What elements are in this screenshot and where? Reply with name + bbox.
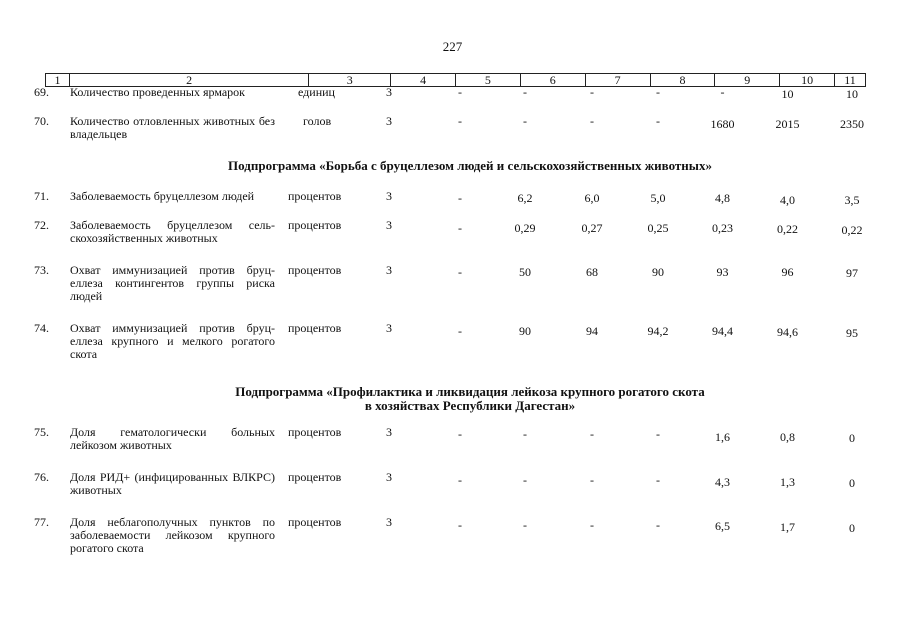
- header-col-2: 2: [70, 74, 309, 86]
- col-7-value: -: [590, 114, 594, 128]
- col-11-value: 97: [846, 266, 858, 280]
- col-8-value: -: [656, 518, 660, 532]
- col-8-value: 94,2: [647, 324, 669, 338]
- col-7-value: -: [590, 427, 594, 441]
- col-4-value: 3: [386, 218, 392, 232]
- unit: процентов: [288, 263, 342, 277]
- col-10-value: 94,6: [777, 325, 798, 339]
- section-heading-leukosis-line1: Подпрограмма «Профилактика и ликвидация лейкоза крупного рогатого скота: [235, 384, 705, 399]
- unit: процентов: [288, 189, 342, 203]
- header-col-7: 7: [586, 74, 651, 86]
- unit: процентов: [288, 321, 342, 335]
- unit: процентов: [288, 470, 342, 484]
- col-6-value: -: [523, 114, 527, 128]
- row-number: 75.: [34, 425, 49, 439]
- row-number: 74.: [34, 321, 49, 335]
- indicator-name: Количество проведенных ярмарок: [70, 85, 246, 99]
- col-8-value: -: [656, 85, 660, 99]
- section-heading-brucellosis: Подпрограмма «Борьба с бруцеллезом людей и сельскохозяйственных животных»: [228, 158, 712, 173]
- col-8-value: -: [656, 473, 660, 487]
- col-8-value: -: [656, 114, 660, 128]
- row-number: 77.: [34, 515, 49, 529]
- row-number: 73.: [34, 263, 49, 277]
- col-5-value: -: [458, 518, 462, 532]
- unit: единиц: [298, 85, 335, 99]
- col-6-value: -: [523, 85, 527, 99]
- unit: процентов: [288, 515, 342, 529]
- indicator-name: Заболеваемость бруцеллезом людей: [70, 189, 255, 203]
- col-7-value: 68: [586, 265, 598, 279]
- col-5-value: -: [458, 85, 462, 99]
- col-10-value: 0,8: [780, 430, 795, 444]
- col-11-value: 0: [849, 521, 855, 535]
- row-number: 72.: [34, 218, 49, 232]
- col-5-value: -: [458, 473, 462, 487]
- header-col-1: 1: [46, 74, 70, 86]
- col-10-value: 2015: [775, 117, 800, 131]
- row-number: 69.: [34, 85, 49, 99]
- col-7-value: -: [590, 518, 594, 532]
- indicator-name: Доля РИД+ (инфицированных ВЛКРС) животных: [70, 470, 275, 497]
- col-11-value: 95: [846, 326, 858, 340]
- col-9-value: 1,6: [715, 430, 730, 444]
- col-4-value: 3: [386, 515, 392, 529]
- col-5-value: -: [458, 265, 462, 279]
- col-11-value: 3,5: [844, 193, 860, 207]
- section-heading-leukosis-line2: в хозяйствах Республики Дагестан»: [364, 398, 576, 413]
- header-col-11: 11: [844, 73, 856, 87]
- col-6-value: 6,2: [517, 191, 533, 205]
- col-4-value: 3: [386, 85, 392, 99]
- row-number: 71.: [34, 189, 49, 203]
- col-5-value: -: [458, 324, 462, 338]
- col-10-value: 1,3: [780, 475, 795, 489]
- header-col-5: 5: [456, 74, 521, 86]
- row-number: 70.: [34, 114, 49, 128]
- col-4-value: 3: [386, 425, 392, 439]
- indicator-name: Количество отловленных животных без владельцев: [70, 114, 275, 141]
- col-11-value: 10: [846, 87, 858, 101]
- col-5-value: -: [458, 427, 462, 441]
- col-10-value: 4,0: [780, 193, 795, 207]
- header-col-9: 9: [715, 74, 780, 86]
- indicator-name: Охват иммунизацией против бруц-еллеза контингентов группы риска людей: [70, 263, 275, 303]
- col-8-value: 0,25: [647, 221, 669, 235]
- unit: голов: [303, 114, 332, 128]
- col-11-value: 2350: [840, 117, 864, 131]
- col-6-value: -: [523, 518, 527, 532]
- col-10-value: 0,22: [777, 222, 798, 236]
- col-4-value: 3: [386, 189, 392, 203]
- col-6-value: 50: [519, 265, 531, 279]
- col-7-value: 0,27: [581, 221, 603, 235]
- col-4-value: 3: [386, 470, 392, 484]
- row-number: 76.: [34, 470, 49, 484]
- col-10-value: 96: [781, 265, 794, 279]
- col-6-value: -: [523, 427, 527, 441]
- col-11-value: 0: [849, 431, 855, 445]
- col-11-value: 0,22: [841, 223, 863, 237]
- col-8-value: 5,0: [650, 191, 666, 205]
- indicator-name: Охват иммунизацией против бруц-еллеза крупного и мелкого рогатого скота: [70, 321, 275, 361]
- col-10-value: 10: [781, 87, 794, 101]
- col-7-value: -: [590, 473, 594, 487]
- col-9-value: 94,4: [712, 324, 733, 338]
- unit: процентов: [288, 425, 342, 439]
- col-9-value: 4,3: [715, 475, 730, 489]
- col-10-value: 1,7: [780, 520, 795, 534]
- col-7-value: 94: [586, 324, 598, 338]
- col-7-value: 6,0: [584, 191, 600, 205]
- header-col-10: 10: [780, 74, 835, 86]
- col-4-value: 3: [386, 263, 392, 277]
- header-col-4: 4: [391, 74, 456, 86]
- col-4-value: 3: [386, 114, 392, 128]
- col-6-value: -: [523, 473, 527, 487]
- col-11-value: 0: [849, 476, 855, 490]
- header-col-8: 8: [651, 74, 716, 86]
- section-heading-leukosis: [150, 385, 790, 413]
- col-9-value: 93: [716, 265, 729, 279]
- col-6-value: 0,29: [514, 221, 536, 235]
- indicator-name: Доля гематологически больных лейкозом животных: [70, 425, 275, 452]
- col-7-value: -: [590, 85, 594, 99]
- indicator-name: Доля неблагополучных пунктов по заболеваемости лейкозом крупного рогатого скота: [70, 515, 275, 555]
- unit: процентов: [288, 218, 342, 232]
- col-5-value: -: [458, 221, 462, 235]
- col-5-value: -: [458, 191, 462, 205]
- col-9-value: 0,23: [712, 221, 733, 235]
- header-col-3: 3: [309, 74, 391, 86]
- page-number: 227: [442, 39, 463, 54]
- col-9-value: 4,8: [715, 191, 730, 205]
- col-9-value: 6,5: [715, 519, 730, 533]
- col-5-value: -: [458, 114, 462, 128]
- col-8-value: 90: [652, 265, 664, 279]
- col-9-value: 1680: [710, 117, 735, 131]
- col-4-value: 3: [386, 321, 392, 335]
- col-6-value: 90: [519, 324, 531, 338]
- indicator-name: Заболеваемость бруцеллезом сель-скохозяйственных животных: [70, 218, 275, 245]
- header-col-6: 6: [521, 74, 586, 86]
- col-8-value: -: [656, 427, 660, 441]
- col-9-value: -: [720, 85, 725, 99]
